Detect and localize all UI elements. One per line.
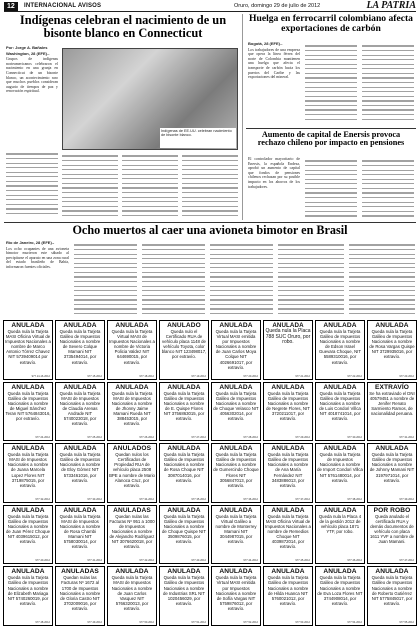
ad-title: ANULADA [115,568,149,576]
ad-text: Queda nula la Tarjeta Galileo de Impuestos Nacionales a nombre de Juan Pérez Choque NIT 4039615012, por extravío. [6,513,50,545]
ad-code: 977.46-2012 [347,559,362,563]
ad-code: 977.36-2012 [243,497,258,501]
classified-ad [263,505,313,565]
ad-code: 977.52-2012 [243,620,258,624]
bison-text-lines [182,155,238,216]
plane-text-lines [278,244,344,314]
plane-body-col-2 [74,241,137,317]
ad-title: ANULADA [323,445,357,453]
ad-text: Queda nulo el Certificado RUA de vehículo placa 1148 de vehículo Toyota, color blanco NIT 123498017, por extravío. [161,329,207,360]
ad-text: Queda nula la Tarjeta MASI de Impuestos Nacionales a nombre de Juan Carlos Vasquez NIT 5766320013, por extravío. [111,575,153,611]
ad-title: ANULADA [11,322,45,329]
classified-ad [159,443,209,503]
ad-title: ANULADA [167,568,201,576]
ad-text: Queda nula la Tarjeta Virtual MASI de Impuestos Nacionales a nombre de Victoria Policia Valdez NIT 644690015, por extravío. [109,329,155,365]
ad-text: Queda nula la Tarjeta MASI de Impuestos Nacionales a nombre de Jhonny Jaime Mamani Rueda NIT 388453015, por extravío. [111,390,153,427]
classified-ad [211,505,261,565]
classified-ad [211,320,261,380]
ad-title: ANULADA [115,383,149,391]
section-rule [246,128,416,129]
bison-text-lines [62,155,118,216]
classified-ad [367,382,417,442]
enersis-text-lines [362,160,414,216]
classified-ad [3,443,53,503]
ad-code: 977.27-2012 [191,436,206,440]
classified-ad [367,566,417,626]
ad-code: 977.49-2012 [87,620,102,624]
ad-text: Queda nula la Tarjeta Galileo de Impuestos Nacionales a nombre de E. Quispe Flores NIT 3756863015, por extravío. [163,390,205,422]
ad-text: Queda nula la Tarjeta MASI Oficina Virtual de Impuestos Nacionales a nombre de Remedios Choque NIT 4039872014, por extravío. [265,513,311,550]
ad-text: Queda anulado el certificado RUA y demás documentos de vehículo con placa 1611 YVF a nombre de Juan Mamani. [369,513,415,545]
ad-title: ANULADA [219,383,253,391]
ad-title: ANULADA [219,506,253,514]
ad-code: 977.32-2012 [35,497,50,501]
ad-code: 977.25-2012 [87,436,102,440]
plane-text-lines [142,244,205,314]
bison-lead: Grupos de indígenas norteamericanos celebraron el nacimiento en una granja en Connecticut de un bisonte blanco, un acontecimiento raro que muchos pueblos consideran augurio de tiempos de paz y renovación espiritual. [6,57,58,94]
ad-text: Queda nula la Tarjeta MASI de Impuestos Nacionales a nombre de Rosa Chambi Mamani NIT 5758030014, por extravío. [59,513,101,550]
plane-body-col-3 [142,241,205,317]
bison-text-lines [6,153,58,214]
issue-date: Oruro, domingo 29 de julio de 2012 [234,3,321,9]
classified-ad [3,382,53,442]
classified-ad [159,505,209,565]
bison-body-col-5 [182,152,238,218]
bison-body-col-2 [6,150,58,218]
ad-text: Queda nula la Tarjeta Galileo de Impuestos Nacionales a nombre de Gumercindo Choque Flores NIT 3056847013, por extravío. [213,452,259,488]
ad-text: Queda nula la Tarjeta Virtual MASI emitida por Impuestos Nacionales a nombre de Sofía Vargas NIT 5759876012, por extravío. [215,575,257,611]
classified-ad [263,382,313,442]
enersis-body-col-1 [248,157,300,219]
ad-code: 977.26-2012 [139,436,154,440]
ad-code: 977.19-2012 [191,374,206,378]
ad-code: 977.44-2012 [243,559,258,563]
ad-text: Queda nula la Placa 788 SUC Oruro, por robo. [265,328,311,346]
section-suffix: AVISOS [77,3,102,9]
classified-ad [315,505,365,565]
plane-lead: Los ocho ocupantes de una avioneta bimotor murieron este sábado al precipitarse el aparato en una zona rural del estado brasileño de Bahía, informaron fuentes oficiales. [6,246,69,269]
ad-title: ANULADA [375,322,409,329]
ad-code: 977.20-2012 [243,374,258,378]
ad-title: ANULADA [323,383,357,391]
ad-code: 977.23-2012 [399,374,414,378]
classified-ad [315,443,365,503]
ad-title: ANULADA [63,383,97,391]
classified-ad [3,566,53,626]
bison-dateline: Washington, 28 (EFE).- [6,50,50,56]
ad-code: 977.29-2012 [295,436,310,440]
ad-code: 977.31-2012 [399,436,414,440]
enersis-lead: El controlador mayoritario de Enersis, la española Endesa, aprobó un aumento de capital que fondos de pensiones chilenos rechazan por su posible impacto en los ahorros de los trabajadores. [248,157,300,189]
bison-byline: Por: Jorge A. Bañales [6,46,48,50]
ad-title: ANULADA [11,568,45,576]
ad-code: 977.24-2012 [35,436,50,440]
ad-text: Queda nula la Tarjeta Galileo de Impuestos Nacionales a nombre de Eloy Gómez NIT 5733461016, por extravío. [59,452,101,483]
ad-text: Queda nula la Tarjeta Galileo de Impuestos Nacionales a nombre de Industrias SRL NIT 1020456029, por extravío. [162,575,206,606]
classified-ad [315,566,365,626]
plane-text-lines [349,244,415,314]
ad-title: ANULADA [11,445,45,453]
ad-title: ANULADA [63,445,97,453]
ad-title: ANULADO [167,322,201,329]
ad-title: ANULADA [271,445,305,453]
ad-code: 977.41-2012 [87,559,102,563]
ad-text: Queda nula la Tarjeta Galileo de Impuestos Nacionales a nombre de Hilda Huanca NIT 5760021012, por extravío. [267,575,309,606]
classified-ad [367,320,417,380]
ad-title: ANULADA [323,322,357,329]
classified-ad [55,382,105,442]
plane-headline: Ocho muertos al caer una avioneta bimotor en Brasil [72,223,348,237]
ad-code: 977.53-2012 [295,620,310,624]
ad-code: 977.42-2012 [139,559,154,563]
classified-ad [315,320,365,380]
masthead: LA PATRIA [366,0,416,11]
classified-ad [107,443,157,503]
ad-title: ANULADA [271,383,305,391]
plane-body-col-4 [210,241,273,317]
ad-code: 977.47-2012 [399,559,414,563]
ad-title: ANULADA [375,445,409,453]
strike-body-col-1 [248,42,300,124]
ad-text: Queda nula la Tarjeta Galileo de Impuestos Nacionales a nombre de Choque Quispe NIT 3509876015, por extravío. [162,513,206,545]
bison-photo-caption: Indígenas de EE.UU. celebran nacimiento de bisonte blanco. [160,128,236,148]
classified-ad [211,566,261,626]
ad-text: Queda nula la Tarjeta Galileo de Impuestos Nacionales a nombre de Miguel Sánchez Teran NIT 5764843016, por extravío. [5,390,51,422]
ad-title: ANULADAS [61,568,99,576]
classified-ad [107,566,157,626]
classified-ad [159,566,209,626]
ad-title: ANULADA [219,322,253,329]
ad-text: Queda nula la Tarjeta de Impuestos Nacionales a nombre de Import Condori Villca NIT 5761480014, por extravío. [317,452,363,483]
ad-text: Queda nula la Tarjeta Galileo de Impuestos Nacionales a nombre de Negrete Flores, NIT 3720211017, por extravío. [266,390,310,422]
plane-text-lines [210,244,273,314]
ad-text: Queda nula la Tarjeta MASI Oficina Virtual de Impuestos Nacionales a nombre de Marco Antonio Tórrez Chavez NIT 5739409014 por extravío. [5,329,51,365]
ad-code: 977.55-2012 [399,620,414,624]
enersis-body-col-2 [305,157,357,219]
classified-ad [315,382,365,442]
ad-title: ANULADA [271,568,305,576]
ad-title: ANULADA [219,445,253,453]
classified-ad [263,320,313,380]
ad-code: 977.34-2012 [139,497,154,501]
bison-body-col-3 [62,152,118,218]
ad-title: ANULADA [167,445,201,453]
ad-text: Queda nula la Tarjeta Galileo de Impuestos Nacionales a nombre de Rosa Choque NIT 3087014016, por extravío. [163,452,205,483]
ad-code: 977.15-2012 [87,374,102,378]
strike-body-col-3 [362,42,414,124]
ad-code: 977.39-2012 [399,497,414,501]
ad-text: Queda nula la Tarjeta Galileo de Impuestos Nacionales a nombre de Severo Colque Mamani NIT 3735494014, por extravío. [59,329,101,365]
classified-ad [107,382,157,442]
enersis-text-lines [305,160,357,216]
ad-title: ANULADA [63,506,97,514]
strike-body-col-2 [305,42,357,124]
ad-title: ANULADA [63,322,97,329]
classified-ad [107,320,157,380]
classified-ad [159,320,209,380]
ad-code: 977.51-2012 [191,620,206,624]
ad-text: Queda nula la Tarjeta Galileo de Impuestos Nacionales a nombre de Elizabeth Mariaga NIT 5740260019, por extravío. [7,575,49,606]
ad-title: EXTRAVÍO [374,383,410,391]
classified-ad [3,320,53,380]
ad-text: Quedan nulas las Facturas Nº 951 a 1000 de Impuestos Nacionales a nombre de Alejandro Rodríguez NIT 3076620018, por extravío. [109,513,155,550]
ad-title: ANULADA [167,506,201,514]
ad-text: Queda nula la Tarjeta Galileo de Impuestos Nacionales a nombre de Edson Israel Guevara Choque, NIT 5589310016, por extravío. [318,329,362,365]
ad-code: 977.37-2012 [295,497,310,501]
strike-dateline: Bogotá, 28 (EFE).- [248,42,283,46]
plane-body-col-6 [349,241,415,317]
bison-headline: Indígenas celebran el nacimiento de un bisonte blanco en Connecticut [19,13,227,40]
ad-title: ANULADOS [112,445,152,453]
ad-title: ANULADA [115,322,149,329]
ad-code: 977.43-2012 [191,559,206,563]
plane-body-col-1 [6,241,69,317]
classified-ad [55,320,105,380]
page-header [4,2,416,12]
ad-title: ANULADAS [113,506,151,514]
strike-text-lines [362,45,414,119]
ad-text: Queda nula la Tarjeta MASI de Impuestos Nacionales a nombre de Claudia Arenas Andrade NIT 5740023018, por extravío. [59,390,101,427]
ad-code: 977.14-16-2012 [31,374,50,378]
ad-code: 977.22-2012 [347,374,362,378]
column-divider [242,14,243,220]
ad-title: ANULADA [271,506,305,514]
classified-ad [107,505,157,565]
ad-text: Quedan nulos los Certificados de Propiedad RUA de vehículo placa 2508 BPE a nombre de Mario Alanoca Cruz, por extravío. [109,452,155,488]
classified-ad [263,566,313,626]
ad-code: 977.21-2012 [295,374,310,378]
classified-ad [55,443,105,503]
classified-ad [159,382,209,442]
classified-ad [367,505,417,565]
strike-headline: Huelga en ferrocarril colombiano afecta exportaciones de carbón [249,13,413,34]
ad-code: 977.45-2012 [295,559,310,563]
plane-dateline: Río de Janeiro, 28 (EFE).- [6,241,55,245]
ad-title: ANULADA [11,506,45,514]
ad-code: 977.30-2012 [347,436,362,440]
section-label: INTERNACIONAL [24,3,77,9]
ad-code: 977.33-2012 [87,497,102,501]
strike-text-lines [305,45,357,119]
plane-text-lines [74,244,137,314]
ad-title: ANULADA [323,568,357,576]
ad-code: 977.48-2012 [35,620,50,624]
ad-text: Queda nula la Tarjeta Galileo de Impuestos Nacionales a nombre de Roberto Gutiérrez NIT 5775845017, por extravío. [371,575,413,606]
enersis-body-col-3 [362,157,414,219]
ad-title: ANULADA [167,383,201,391]
ad-text: Queda nula la Tarjeta Galileo de Impuestos Nacionales a nombre de Luis Condori Villca NIT 4018741014, por extravío. [319,390,361,422]
ad-text: Queda nula la Tarjeta Galileo de Impuestos Nacionales a nombre de Rosa Vargas Quispe NIT 3729935016, por extravío. [369,329,415,360]
classified-ad [263,443,313,503]
ad-text: Queda nula la Placa 4 de la gestión 2012 de vehículo placa 1871 YTF, por robo. [318,513,362,535]
ad-title: ANULADA [219,568,253,576]
plane-body-col-5 [278,241,344,317]
ad-text: Queda nula la Tarjeta Virtual Galileo a nombre de Monterrey Mamani NIT 3044987015, por extravío. [215,513,257,545]
ad-code: 977.35-2012 [191,497,206,501]
ad-text: Quedan nulas las Facturas Nº 1672 al 1700 de Impuestos Nacionales a nombre de Gloria Castro NIT 3702009016, por extravío. [59,575,101,611]
classified-ad [55,566,105,626]
ad-code: 977.54-2012 [347,620,362,624]
ad-title: ANULADA [375,568,409,576]
ad-code: 977.38-2012 [347,497,362,501]
classified-ad [211,382,261,442]
ad-text: Se ha extraviado el DNI 40579451 a nombre de Jenifer Renato Sarmiento Ramos, de nacionalidad peruana. [369,390,415,416]
ad-text: Queda nula la Tarjeta Galileo de Impuestos Nacionales a nombre de Johnny Mamani NIT 3197971014, por extravío. [369,452,415,483]
classified-ads-grid [3,320,417,626]
ad-title: ANULADA [272,322,304,329]
ad-title: POR ROBO [373,506,411,514]
bison-body-col-4 [122,152,178,218]
strike-lead: Los trabajadores de una empresa que opera la línea férrea del norte de Colombia mantienen una huelga que afecta el transporte de carbón hacia los puertos del Caribe y las exportaciones del mineral. [248,47,300,80]
enersis-headline: Aumento de capital de Enersis provoca rechazo chileno por impacto en pensiones [257,130,405,148]
classified-ad [55,505,105,565]
classified-ad [211,443,261,503]
ad-title: ANULADA [323,506,357,514]
classified-ad [367,443,417,503]
ad-code: 977.18-2012 [139,374,154,378]
ad-code: 977.40-2012 [35,559,50,563]
ad-text: Queda nula la Tarjeta MASI de Impuestos Nacionales a nombre de Juana Marcela Lopez Flores NIT 3719875015, por extravío. [7,452,49,488]
ad-title: ANULADA [11,383,45,391]
ad-code: 977.28-2012 [243,436,258,440]
bison-text-lines [122,155,178,216]
section-name [24,3,101,9]
bison-body-col-1 [6,46,58,146]
ad-text: Queda nula la Tarjeta Virtual MASI emitida por Impuestos Nacionales a nombre de Juan Carlos Moya Colque NIT 4026691017, por extravío. [215,329,257,370]
classified-ad [3,505,53,565]
page-number: 12 [4,2,18,11]
ad-code: 977.50-2012 [139,620,154,624]
ad-text: Queda nula la Tarjeta Galileo de Impuestos Nacionales a nombre de Ana María Fernández NIT 3483886013, por extravío. [267,452,309,488]
ad-text: Queda nula la Tarjeta Galileo de Impuestos Nacionales a nombre de Eva Loza Flores NIT 3744908014, por extravío. [317,575,363,606]
ad-text: Queda nula la Tarjeta Galileo de Impuestos Nacionales a nombre de Choque Velasco NIT 4056302014, por extravío. [213,390,259,422]
